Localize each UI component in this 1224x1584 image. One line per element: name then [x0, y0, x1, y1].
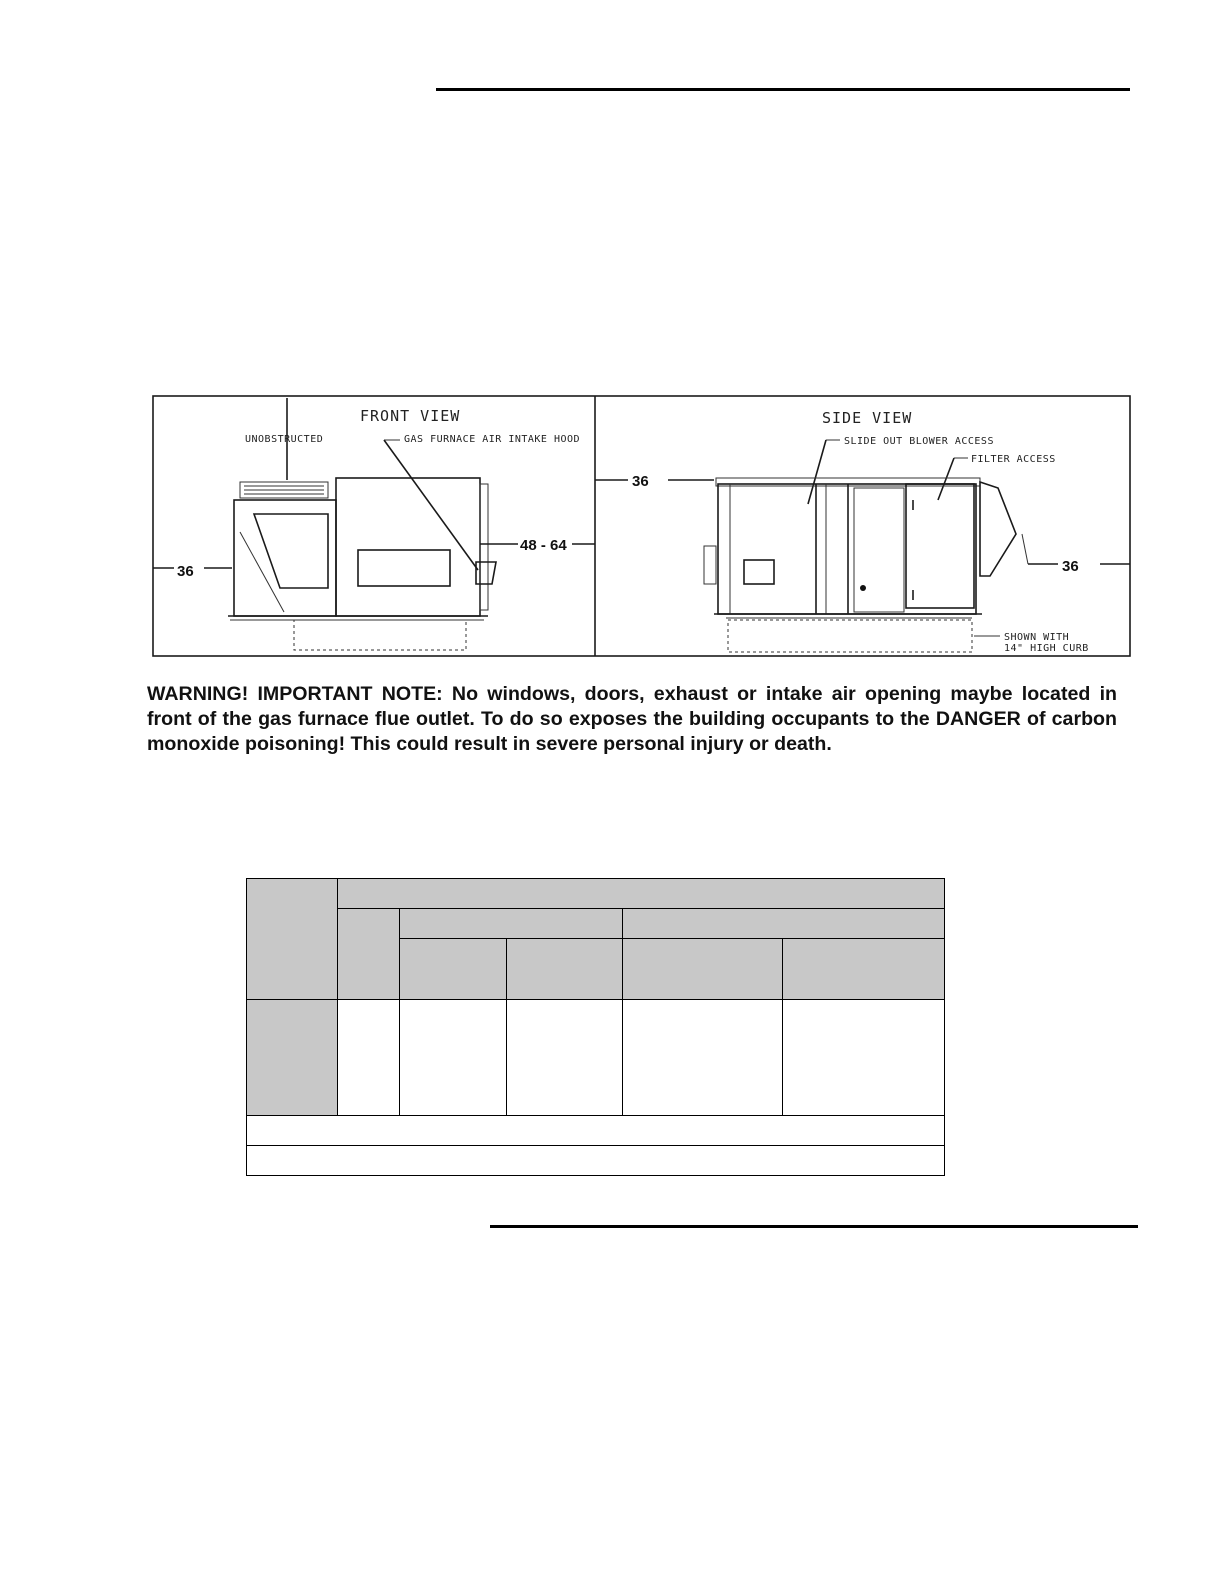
row-header-cell [247, 1000, 338, 1116]
dim-side-right-36: 36 [1062, 558, 1079, 575]
table-cell [338, 1000, 400, 1116]
table-cell [623, 1000, 783, 1116]
side-cabinet [704, 478, 1016, 614]
dim-front-right: 48 - 64 [520, 537, 567, 554]
front-view-title: FRONT VIEW [360, 407, 461, 425]
condenser-coil [240, 482, 328, 498]
table-header-row-1 [247, 879, 945, 909]
clearance-table [246, 878, 945, 1176]
front-left-cabinet [234, 500, 336, 616]
table-cell [507, 1000, 623, 1116]
header-a2 [507, 939, 623, 1000]
table-cell [400, 1000, 507, 1116]
table-footnote-row-2 [247, 1146, 945, 1176]
header-group-b [623, 909, 945, 939]
clearance-diagram [148, 392, 1134, 664]
bottom-section-rule [490, 1225, 1138, 1228]
dim-center-36: 36 [632, 473, 649, 490]
clearance-figure [148, 392, 1134, 664]
warning-lead: WARNING! IMPORTANT NOTE: [147, 683, 443, 705]
header-b1 [623, 939, 783, 1000]
filter-leader [938, 458, 954, 500]
table-footnote-row-1 [247, 1116, 945, 1146]
warning-text: No windows, doors, exhaust or intake air opening maybe located in front of the gas furnace flue outlet. To do so exposes the building occupants to the DANGER of carbon monoxide poisoning! This could result in severe personal injury or death. [147, 683, 1117, 755]
top-section-rule [436, 88, 1130, 91]
header-col2 [338, 909, 400, 1000]
table-cell [783, 1000, 945, 1116]
header-b2 [783, 939, 945, 1000]
footnote-cell-2 [247, 1146, 945, 1176]
gas-furnace-hood-label: GAS FURNACE AIR INTAKE HOOD [404, 434, 581, 445]
curb-label-line1: SHOWN WITH [1004, 632, 1070, 643]
curb-label-line2: 14" HIGH CURB [1004, 643, 1089, 654]
warning-note [147, 682, 1117, 757]
footnote-cell-1 [247, 1116, 945, 1146]
filter-access-label: FILTER ACCESS [971, 454, 1056, 465]
table-row [247, 1000, 945, 1116]
side-view-title: SIDE VIEW [822, 409, 913, 427]
blower-leader [808, 440, 826, 504]
header-group-a [400, 909, 623, 939]
table-header-row-2 [247, 909, 945, 939]
header-span-cell [338, 879, 945, 909]
dim-left-36: 36 [177, 563, 194, 580]
unobstructed-label: UNOBSTRUCTED [245, 434, 324, 445]
slide-out-blower-label: SLIDE OUT BLOWER ACCESS [844, 436, 994, 447]
header-a1 [400, 939, 507, 1000]
front-main-cabinet [336, 478, 496, 616]
header-corner-cell [247, 879, 338, 1000]
